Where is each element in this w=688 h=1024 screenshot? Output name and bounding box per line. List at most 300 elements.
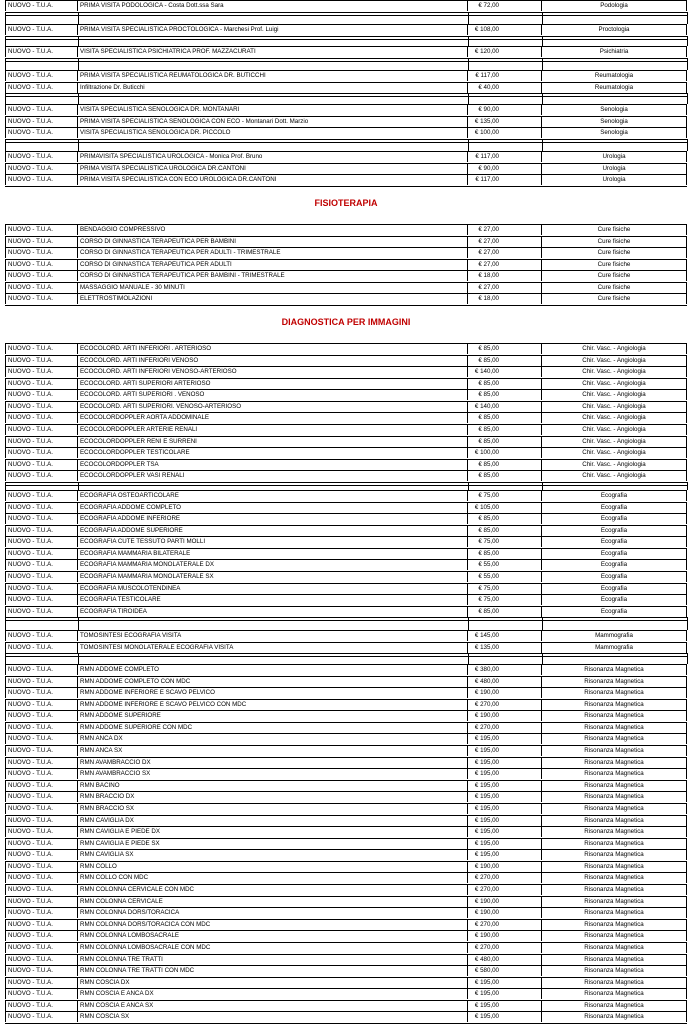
service-description-cell: PRIMAVISITA SPECIALISTICA UROLOGICA - Monica Prof. Bruno [78,151,468,162]
price-cell [468,401,542,412]
department-cell: Chir. Vasc. - Angiologia [542,401,687,412]
price-value: € 27,00 [478,249,499,257]
price-cell [468,127,542,138]
department-cell: Chir. Vasc. - Angiologia [542,436,687,447]
table-column-rule [468,617,469,630]
service-description-cell: RMN BRACCIO SX [78,803,468,814]
department-cell: Risonanza Magnetica [542,954,687,965]
table-column-rule [468,12,469,24]
price-value: € 195,00 [474,816,499,824]
status-cell: NUOVO - T.U.A. [5,436,78,447]
price-cell [468,46,542,57]
service-description-cell: ECOGRAFIA TIROIDEA [78,606,468,617]
status-cell: NUOVO - T.U.A. [5,412,78,423]
status-cell: NUOVO - T.U.A. [5,490,78,501]
service-description-cell: ECOGRAFIA ADDOME COMPLETO [78,502,468,513]
service-description-cell: RMN COLLO [78,861,468,872]
price-value: € 195,00 [474,747,499,755]
price-cell [468,849,542,860]
table-rule [5,620,687,621]
price-cell [468,355,542,366]
service-description-cell: RMN ADDOME INFERIORE E SCAVO PELVICO CON MDC [78,699,468,710]
table-column-rule [5,653,6,664]
service-description-cell: PRIMA VISITA SPECIALISTICA CON ECO UROLOGICA DR.CANTONI [78,174,468,185]
table-column-rule [78,139,79,151]
table-rule [5,142,687,143]
status-cell: NUOVO - T.U.A. [5,151,78,162]
price-value: € 85,00 [478,607,499,615]
table-row [5,642,687,653]
price-value: € 195,00 [474,839,499,847]
table-row [5,815,687,826]
table-row [5,548,687,559]
price-cell [468,447,542,458]
department-cell: Ecografia [542,548,687,559]
department-cell: Risonanza Magnetica [542,896,687,907]
table-row [5,676,687,687]
service-description-cell: RMN COLONNA CERVICALE [78,896,468,907]
table-row [5,768,687,779]
status-cell: NUOVO - T.U.A. [5,815,78,826]
service-description-cell: CORSO DI GINNASTICA TERAPEUTICA PER BAMBINI - TRIMESTRALE [78,270,468,281]
table-row [5,366,687,377]
price-value: € 27,00 [478,260,499,268]
table-row [5,710,687,721]
price-cell [468,70,542,81]
department-cell: Ecografia [542,559,687,570]
table-row [5,151,687,162]
price-cell [468,571,542,582]
table-column-rule [468,653,469,664]
department-cell: Chir. Vasc. - Angiologia [542,366,687,377]
department-cell: Cure fisiche [542,259,687,270]
table-rule [5,186,687,187]
status-cell: NUOVO - T.U.A. [5,699,78,710]
status-cell: NUOVO - T.U.A. [5,977,78,988]
table-row [5,630,687,641]
status-cell: NUOVO - T.U.A. [5,389,78,400]
table-rule [5,656,687,657]
service-description-cell: VISITA SPECIALISTICA SENOLOGICA DR. MONTANARI [78,104,468,115]
department-cell: Risonanza Magnetica [542,977,687,988]
price-cell [468,436,542,447]
service-description-cell: CORSO DI GINNASTICA TERAPEUTICA PER ADULTI - TRIMESTRALE [78,247,468,258]
table-column-rule [78,653,79,664]
table-row [5,919,687,930]
table-row [5,525,687,536]
table-row [5,0,687,11]
price-cell [468,104,542,115]
department-cell: Risonanza Magnetica [542,757,687,768]
price-cell [468,270,542,281]
department-cell: Risonanza Magnetica [542,687,687,698]
table-row [5,965,687,976]
price-value: € 190,00 [474,862,499,870]
price-value: € 380,00 [474,666,499,673]
status-cell: NUOVO - T.U.A. [5,919,78,930]
table-row [5,163,687,174]
price-value: € 195,00 [474,1001,499,1009]
department-cell: Risonanza Magnetica [542,930,687,941]
department-cell: Cure fisiche [542,293,687,304]
price-cell [468,525,542,536]
price-cell [468,116,542,127]
price-value: € 72,00 [478,2,499,9]
price-value: € 75,00 [478,492,499,499]
table-row [5,954,687,965]
department-cell: Ecografia [542,490,687,501]
service-description-cell: PRIMA VISITA SPECIALISTICA SENOLOGICA CON ECO - Montanari Dott. Marzio [78,116,468,127]
service-description-cell: MASSAGGIO MANUALE - 30 MINUTI [78,282,468,293]
service-description-cell: RMN COSCIA E ANCA SX [78,1000,468,1011]
price-cell [468,224,542,235]
table-row [5,594,687,605]
table-column-rule [468,93,469,104]
department-cell: Risonanza Magnetica [542,745,687,756]
table-row [5,838,687,849]
service-description-cell: RMN COSCIA DX [78,977,468,988]
department-cell: Risonanza Magnetica [542,907,687,918]
status-cell: NUOVO - T.U.A. [5,780,78,791]
status-cell: NUOVO - T.U.A. [5,768,78,779]
price-value: € 270,00 [474,723,499,731]
service-description-cell: RMN AVAMBRACCIO SX [78,768,468,779]
table-column-rule [542,58,543,70]
status-cell: NUOVO - T.U.A. [5,127,78,138]
service-description-cell: ECOGRAFIA ADDOME SUPERIORE [78,525,468,536]
service-description-cell: RMN COLLO CON MDC [78,872,468,883]
price-value: € 580,00 [474,967,499,975]
service-description-cell: ECOGRAFIA MAMMARIA MONOLATERALE DX [78,559,468,570]
status-cell: NUOVO - T.U.A. [5,965,78,976]
table-row [5,104,687,115]
status-cell: NUOVO - T.U.A. [5,343,78,354]
price-cell [468,664,542,675]
price-cell [468,733,542,744]
service-description-cell: RMN COLONNA TRE TRATTI CON MDC [78,965,468,976]
price-value: € 55,00 [478,573,499,581]
status-cell: NUOVO - T.U.A. [5,293,78,304]
table-rule [5,61,687,62]
price-cell [468,930,542,941]
price-cell [468,977,542,988]
status-cell: NUOVO - T.U.A. [5,571,78,582]
status-cell: NUOVO - T.U.A. [5,163,78,174]
status-cell: NUOVO - T.U.A. [5,424,78,435]
status-cell: NUOVO - T.U.A. [5,791,78,802]
price-value: € 140,00 [474,368,499,376]
table-row [5,436,687,447]
status-cell: NUOVO - T.U.A. [5,930,78,941]
table-rule [5,93,687,94]
service-description-cell: BENDAGGIO COMPRESSIVO [78,224,468,235]
price-value: € 195,00 [474,851,499,859]
table-row [5,355,687,366]
table-row [5,757,687,768]
price-value: € 27,00 [478,283,499,291]
status-cell: NUOVO - T.U.A. [5,46,78,57]
department-cell: Risonanza Magnetica [542,965,687,976]
status-cell: NUOVO - T.U.A. [5,401,78,412]
department-cell: Ecografia [542,502,687,513]
department-cell: Psichiatria [542,46,687,57]
price-value: € 75,00 [478,538,499,546]
service-description-cell: RMN ANCA SX [78,745,468,756]
status-cell: NUOVO - T.U.A. [5,247,78,258]
department-cell: Risonanza Magnetica [542,676,687,687]
table-row [5,1000,687,1011]
price-cell [468,82,542,93]
department-cell: Senologia [542,127,687,138]
table-row [5,733,687,744]
status-cell: NUOVO - T.U.A. [5,116,78,127]
status-cell: NUOVO - T.U.A. [5,1011,78,1022]
department-cell: Chir. Vasc. - Angiologia [542,424,687,435]
service-description-cell: ECOCOLORD. ARTI SUPERIORI ARTERIOSO [78,378,468,389]
table-rule [5,96,687,97]
department-cell: Cure fisiche [542,247,687,258]
department-cell: Risonanza Magnetica [542,768,687,779]
price-value: € 90,00 [478,106,499,113]
price-value: € 120,00 [474,48,499,55]
service-description-cell: ECOCOLORDOPPLER ARTERIE RENALI [78,424,468,435]
department-cell: Chir. Vasc. - Angiologia [542,412,687,423]
price-value: € 195,00 [474,828,499,836]
price-cell [468,942,542,953]
price-cell [468,583,542,594]
table-row [5,293,687,304]
service-description-cell: ECOCOLORDOPPLER TESTICOLARE [78,447,468,458]
table-row [5,282,687,293]
service-description-cell: VISITA SPECIALISTICA PSICHIATRICA PROF. MAZZACURATI [78,46,468,57]
price-value: € 195,00 [474,793,499,801]
price-cell [468,630,542,641]
table-column-rule [468,139,469,151]
table-column-rule [468,482,469,490]
service-description-cell: ECOGRAFIA MAMMARIA MONOLATERALE SX [78,571,468,582]
price-value: € 195,00 [474,990,499,998]
service-description-cell: RMN COSCIA E ANCA DX [78,988,468,999]
department-cell: Cure fisiche [542,224,687,235]
service-description-cell: RMN CAVIGLIA SX [78,849,468,860]
service-description-cell: RMN ADDOME SUPERIORE [78,710,468,721]
table-row [5,513,687,524]
table-row [5,687,687,698]
department-cell: Ecografia [542,594,687,605]
service-description-cell: RMN BRACCIO DX [78,791,468,802]
table-column-rule [78,36,79,46]
price-cell [468,780,542,791]
price-cell [468,815,542,826]
price-cell [468,838,542,849]
status-cell: NUOVO - T.U.A. [5,259,78,270]
table-column-rule [5,93,6,104]
department-cell: Cure fisiche [542,236,687,247]
department-cell: Proctologia [542,24,687,35]
table-row [5,745,687,756]
price-cell [468,988,542,999]
table-rule [5,58,687,59]
price-cell [468,459,542,470]
department-cell: Risonanza Magnetica [542,791,687,802]
table-column-rule [5,617,6,630]
price-value: € 27,00 [478,226,499,233]
table-row [5,988,687,999]
table-row [5,247,687,258]
price-cell [468,954,542,965]
department-cell: Mammografia [542,630,687,641]
table-column-rule [5,36,6,46]
price-value: € 27,00 [478,237,499,245]
status-cell: NUOVO - T.U.A. [5,536,78,547]
table-row [5,224,687,235]
service-description-cell: ECOGRAFIA MAMMARIA BILATERALE [78,548,468,559]
price-cell [468,884,542,895]
price-value: € 190,00 [474,909,499,917]
price-value: € 85,00 [478,472,499,480]
department-cell: Senologia [542,116,687,127]
department-cell: Chir. Vasc. - Angiologia [542,355,687,366]
price-cell [468,826,542,837]
service-description-cell: RMN BACINO [78,780,468,791]
table-column-rule [468,36,469,46]
service-description-cell: ECOCOLORD. ARTI INFERIORI VENOSO [78,355,468,366]
price-cell [468,548,542,559]
price-value: € 85,00 [478,549,499,557]
table-column-rule [5,482,6,490]
table-row [5,942,687,953]
table-row [5,583,687,594]
service-description-cell: RMN ADDOME COMPLETO CON MDC [78,676,468,687]
table-row [5,780,687,791]
status-cell: NUOVO - T.U.A. [5,270,78,281]
table-row [5,1011,687,1022]
status-cell: NUOVO - T.U.A. [5,606,78,617]
price-cell [468,24,542,35]
price-value: € 145,00 [474,632,499,639]
price-cell [468,163,542,174]
status-cell: NUOVO - T.U.A. [5,355,78,366]
service-description-cell: RMN ADDOME INFERIORE E SCAVO PELVICO [78,687,468,698]
department-cell: Ecografia [542,525,687,536]
table-row [5,424,687,435]
department-cell: Cure fisiche [542,282,687,293]
status-cell: NUOVO - T.U.A. [5,954,78,965]
price-cell [468,389,542,400]
service-description-cell: ECOCOLORD. ARTI SUPERIORI . VENOSO [78,389,468,400]
table-row [5,791,687,802]
service-description-cell: PRIMA VISITA PODOLOGICA - Costa Dott.ssa Sara [78,0,468,11]
status-cell: NUOVO - T.U.A. [5,459,78,470]
table-row [5,270,687,281]
status-cell: NUOVO - T.U.A. [5,676,78,687]
department-cell: Urologia [542,151,687,162]
price-cell [468,907,542,918]
table-row [5,82,687,93]
price-cell [468,768,542,779]
price-cell [468,151,542,162]
status-cell: NUOVO - T.U.A. [5,1000,78,1011]
status-cell: NUOVO - T.U.A. [5,884,78,895]
service-description-cell: ECOCOLORDOPPLER TSA [78,459,468,470]
table-row [5,470,687,481]
status-cell: NUOVO - T.U.A. [5,447,78,458]
price-value: € 85,00 [478,437,499,445]
price-value: € 135,00 [474,643,499,651]
price-cell [468,745,542,756]
service-description-cell: RMN COLONNA CERVICALE CON MDC [78,884,468,895]
service-description-cell: RMN ADDOME COMPLETO [78,664,468,675]
table-row [5,907,687,918]
price-value: € 117,00 [475,153,499,160]
price-value: € 108,00 [474,26,499,33]
price-cell [468,1011,542,1022]
price-cell [468,366,542,377]
price-value: € 55,00 [478,561,499,569]
table-row [5,722,687,733]
price-cell [468,872,542,883]
price-cell [468,412,542,423]
table-column-rule [542,139,543,151]
status-cell: NUOVO - T.U.A. [5,559,78,570]
status-cell: NUOVO - T.U.A. [5,849,78,860]
status-cell: NUOVO - T.U.A. [5,907,78,918]
status-cell: NUOVO - T.U.A. [5,826,78,837]
status-cell: NUOVO - T.U.A. [5,236,78,247]
table-row [5,24,687,35]
service-description-cell: RMN COSCIA SX [78,1011,468,1022]
service-description-cell: TOMOSINTESI MONOLATERALE ECOGRAFIA VISITA [78,642,468,653]
department-cell: Chir. Vasc. - Angiologia [542,447,687,458]
department-cell: Chir. Vasc. - Angiologia [542,378,687,389]
table-row [5,127,687,138]
price-value: € 195,00 [474,804,499,812]
service-description-cell: PRIMA VISITA SPECIALISTICA REUMATOLOGICA DR. BUTICCHI [78,70,468,81]
price-value: € 85,00 [478,345,499,352]
status-cell: NUOVO - T.U.A. [5,642,78,653]
price-cell [468,791,542,802]
table-row [5,70,687,81]
department-cell: Risonanza Magnetica [542,733,687,744]
service-description-cell: ECOCOLORDOPPLER VASI RENALI [78,470,468,481]
department-cell: Senologia [542,104,687,115]
department-cell: Risonanza Magnetica [542,872,687,883]
price-value: € 117,00 [475,176,499,184]
table-rule [5,617,687,618]
department-cell: Cure fisiche [542,270,687,281]
department-cell: Chir. Vasc. - Angiologia [542,459,687,470]
price-cell [468,757,542,768]
price-cell [468,490,542,501]
department-cell: Urologia [542,174,687,185]
price-cell [468,470,542,481]
status-cell: NUOVO - T.U.A. [5,861,78,872]
price-cell [468,594,542,605]
price-value: € 90,00 [478,164,499,172]
price-value: € 270,00 [474,886,499,894]
status-cell: NUOVO - T.U.A. [5,470,78,481]
department-cell: Risonanza Magnetica [542,780,687,791]
department-cell: Risonanza Magnetica [542,988,687,999]
price-value: € 85,00 [478,460,499,468]
price-value: € 85,00 [478,414,499,422]
table-column-rule [468,58,469,70]
department-cell: Risonanza Magnetica [542,849,687,860]
table-column-rule [78,12,79,24]
price-cell [468,536,542,547]
table-column-rule [5,139,6,151]
price-cell [468,378,542,389]
